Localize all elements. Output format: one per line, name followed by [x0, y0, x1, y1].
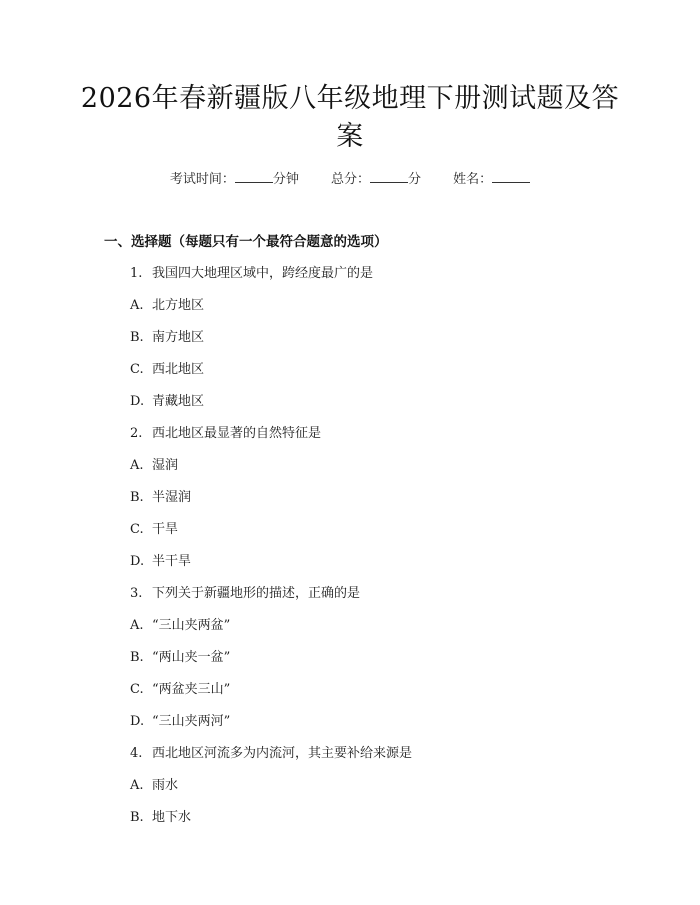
option-label: B. [130, 330, 144, 345]
option-label: A. [130, 778, 144, 793]
score-blank [370, 170, 408, 183]
option-label: C. [130, 682, 144, 697]
option [130, 678, 230, 697]
question-text: 西北地区最显著的自然特征是 [152, 426, 322, 441]
question [130, 262, 373, 281]
question [130, 422, 321, 441]
option [130, 294, 204, 313]
option [130, 486, 191, 505]
exam-score [331, 172, 425, 187]
question-text: 下列关于新疆地形的描述，正确的是 [152, 586, 361, 601]
option-text: “两山夹一盆” [152, 650, 231, 665]
option-text: 湿润 [152, 458, 179, 473]
section-title: 一、选择题（每题只有一个最符合题意的选项） [104, 234, 388, 250]
option-text: 北方地区 [152, 298, 205, 313]
question-number: 1. [130, 266, 143, 281]
option [130, 518, 178, 537]
page-title [80, 80, 620, 156]
option-text: 南方地区 [152, 330, 205, 345]
option-label: C. [130, 362, 144, 377]
option-label: C. [130, 522, 144, 537]
option-text: 雨水 [152, 778, 179, 793]
question [130, 742, 412, 761]
option-label: B. [130, 650, 144, 665]
option [130, 550, 191, 569]
title-line-2: 案 [336, 121, 364, 152]
question-text: 西北地区河流多为内流河，其主要补给来源是 [152, 746, 413, 761]
option-text: 半干旱 [152, 554, 192, 569]
option [130, 326, 204, 345]
option-text: 地下水 [152, 810, 192, 825]
option-text: “三山夹两河” [152, 714, 231, 729]
option [130, 358, 204, 377]
score-label: 总分： [330, 172, 370, 187]
title-line-1: 2026年春新疆版八年级地理下册测试题及答 [80, 83, 620, 114]
option [130, 614, 230, 633]
exam-meta [0, 168, 700, 187]
exam-name [453, 172, 530, 187]
name-blank [492, 170, 530, 183]
option [130, 454, 178, 473]
question-number: 2. [130, 426, 143, 441]
option-label: A. [130, 458, 144, 473]
option-text: 青藏地区 [152, 394, 205, 409]
question-number: 4. [130, 746, 143, 761]
question-text: 我国四大地理区域中，跨经度最广的是 [152, 266, 374, 281]
option-label: B. [130, 810, 144, 825]
option-label: D. [130, 394, 145, 409]
option-text: “两盆夹三山” [152, 682, 231, 697]
time-blank [235, 170, 273, 183]
score-unit: 分 [408, 172, 422, 187]
option [130, 646, 230, 665]
option-label: A. [130, 618, 144, 633]
option [130, 390, 204, 409]
option-label: D. [130, 714, 145, 729]
exam-time [170, 172, 303, 187]
option-text: 干旱 [152, 522, 179, 537]
name-label: 姓名： [453, 172, 493, 187]
option-label: D. [130, 554, 145, 569]
time-unit: 分钟 [272, 172, 299, 187]
option-label: B. [130, 490, 144, 505]
option [130, 710, 230, 729]
question-number: 3. [130, 586, 143, 601]
option [130, 806, 191, 825]
option-text: 西北地区 [152, 362, 205, 377]
option-text: “三山夹两盆” [152, 618, 231, 633]
time-label: 考试时间： [169, 172, 235, 187]
option-label: A. [130, 298, 144, 313]
option [130, 774, 178, 793]
option-text: 半湿润 [152, 490, 192, 505]
question [130, 582, 360, 601]
